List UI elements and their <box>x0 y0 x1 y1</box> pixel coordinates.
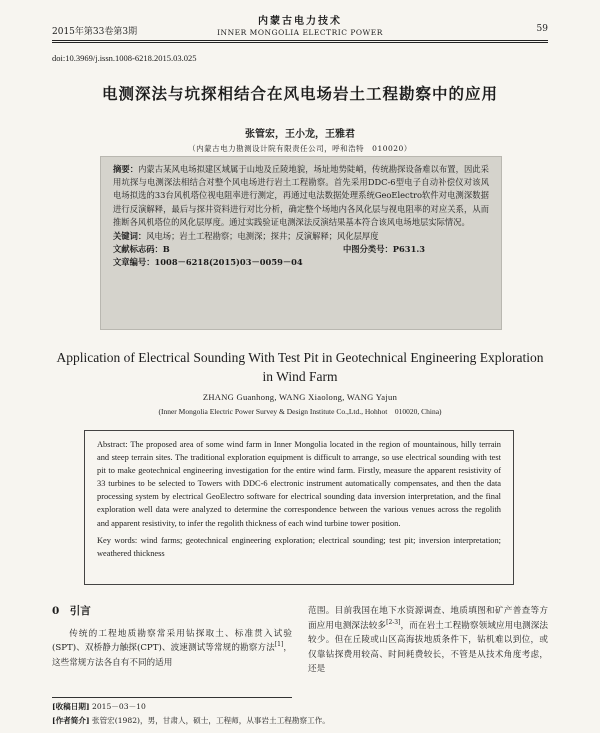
abstract-en-label: Abstract: <box>97 440 128 449</box>
journal-name-cn: 内蒙古电力技术 <box>258 16 342 27</box>
keywords-cn-text: 风电场；岩土工程勘察；电测深；探井；反演解释；风化层厚度 <box>146 231 379 242</box>
intro-cont-text-b: ，而在岩土工程勘察领域应用电测深法较少。但在丘陵或山区高海拔地质条件下，钻机难以到位，或仅靠钻探费用较高、时间耗费较长，不管是从技术角度考虑，还是 <box>308 620 548 674</box>
section-heading: 0 引言 <box>52 605 91 617</box>
author-bio <box>52 715 330 726</box>
title-en: Application of Electrical Sounding With Test Pit in Geotechnical Engineering Exploration in Wind Farm <box>56 350 544 384</box>
doc-code-label: 文献标志码： <box>113 244 163 255</box>
affiliation-cn: （内蒙古电力勘测设计院有限责任公司，呼和浩特 010020） <box>188 144 412 153</box>
footnote-rule <box>52 697 292 698</box>
author-bio-text: 张管宏(1982)，男，甘肃人，硕士，工程师，从事岩土工程勘察工作。 <box>91 716 330 725</box>
header-rule <box>52 40 548 41</box>
journal-name <box>52 12 548 37</box>
article-number <box>113 256 489 269</box>
clc-code: P631.3 <box>392 244 426 255</box>
issue-info: 2015年第33卷第3期 <box>52 27 138 37</box>
abstract-en <box>97 438 501 530</box>
abstract-en-text: The proposed area of some wind farm in Inner Mongolia located in the region of mountainous, hilly terrain and steep terrain sites. The traditional exploration equipment is difficult to arrange, so use electrical sounding with test pit to make geotechnical engineering investigation for the entire wind farm. Firstly, measure the apparent resistivity of 33 turbines to be selected to Towers with DDC-6 electronic instrument automatically compensates, and then the data processing system by electrical GeoElectro software for electrical sounding data inversion interpretation, and the final exploration well data were analyzed to determine the correspondence between the various venues across the regolith and apparent resistivity, to infer the regolith thickness of each wind turbine tower position. <box>97 440 501 528</box>
classification-row <box>113 243 489 256</box>
keywords-en-text: wind farms; geotechnical engineering exploration; electrical sounding; test pit; inversion interpretation; weathered thickness <box>97 535 502 558</box>
abstract-cn-box <box>100 156 502 330</box>
affiliation-en: (Inner Mongolia Electric Power Survey & Design Institute Co.,Ltd., Hohhot 010020, China) <box>158 407 442 416</box>
article-no-label: 文章编号： <box>113 257 155 268</box>
abstract-en-box <box>84 430 514 585</box>
title-cn: 电测深法与坑探相结合在风电场岩土工程勘察中的应用 <box>101 84 498 103</box>
keywords-cn-label: 关键词： <box>113 231 147 242</box>
intro-paragraph-continued <box>308 604 548 677</box>
received-date <box>52 701 146 712</box>
citation-1: [1] <box>274 641 284 649</box>
body-column-right <box>308 604 548 677</box>
intro-text: 传统的工程地质勘察常采用钻探取土、标准贯入试验(SPT)、双桥静力触探(CPT)、波速测试等常规的勘察方法 <box>52 628 292 653</box>
intro-text-end: ，这些常规方法各自有不同的适用 <box>52 643 292 668</box>
body-column-left <box>52 604 292 670</box>
doc-code: B <box>162 244 170 255</box>
keywords-cn <box>113 230 489 243</box>
received-value: 2015－03－10 <box>91 702 146 711</box>
journal-name-en: INNER MONGOLIA ELECTRIC POWER <box>217 28 383 37</box>
article-no: 1008－6218(2015)03－0059－04 <box>154 257 303 268</box>
intro-cont-text-a: 范围。目前我国在地下水资源调查、地质填图和矿产普查等方面应用电测深法较多 <box>308 606 548 631</box>
abstract-cn-text: 内蒙古某风电场拟建区域属于山地及丘陵地貌，场址地势陡峭，传统勘探设备难以布置，因此采用坑探与电测深法相结合对整个风电场进行岩土工程勘察。首先采用DDC-6型电子自动补偿仪对该风电场拟选的33台风机塔位视电阻率进行测定，再通过电法数据处理系统GeoElectro软件对电测深数据进行反演解释，最后与探井资料进行对比分析，确定整个场地内各风化层与视电阻率的对应关系，从而推断各风机塔位的风化层厚度。通过实践验证电测深法反演结果基本符合该风电场地层实际情况。 <box>113 164 489 227</box>
running-header <box>52 10 548 40</box>
clc-label: 中图分类号： <box>343 244 393 255</box>
author-bio-label: [作者简介] <box>52 716 90 725</box>
page-number: 59 <box>536 24 548 34</box>
abstract-cn <box>113 163 489 229</box>
authors-en: ZHANG Guanhong, WANG Xiaolong, WANG Yajun <box>202 392 398 402</box>
doi: doi:10.3969/j.issn.1008-6218.2015.03.025 <box>52 53 197 63</box>
intro-paragraph <box>52 627 292 671</box>
abstract-cn-label: 摘要： <box>113 164 139 174</box>
keywords-en-label: Key words: <box>97 535 138 545</box>
citation-2-3: [2-3] <box>386 618 401 626</box>
header-rule-thin <box>52 42 548 43</box>
keywords-en <box>97 534 501 560</box>
authors-cn: 张管宏，王小龙，王雅君 <box>245 129 355 140</box>
received-label: [收稿日期] <box>52 702 90 711</box>
